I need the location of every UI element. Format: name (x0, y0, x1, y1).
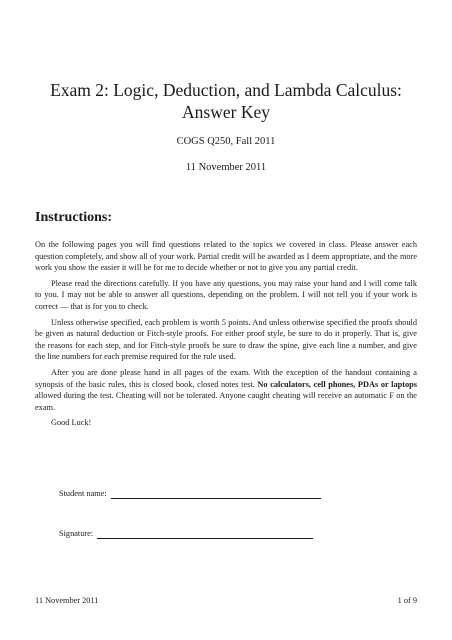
student-name-line[interactable] (111, 489, 321, 499)
instructions-paragraph-2: Please read the directions carefully. If you have any questions, you may raise your hand and I will come talk to you. I may not be able to answer all questions, depending on the problem. I will not tell you if your work is correct — that is for you to check. (35, 278, 417, 311)
good-luck-text: Good Luck! (51, 418, 92, 428)
instructions-paragraph-4 (35, 367, 417, 413)
student-name-row (59, 488, 321, 499)
exam-date: 11 November 2011 (185, 162, 267, 173)
student-name-label: Student name: (59, 489, 107, 498)
instructions-paragraph-3: Unless otherwise specified, each problem is worth 5 points. And unless otherwise specified the proofs should be given as natural deduction or Fitch-style proofs. For either proof style, be sure to do it properly. That is, give the reasons for each step, and for Fitch-style proofs be sure to draw the spine, give each line a number, and give the line numbers for each premise required for the rule used. (35, 317, 417, 362)
instructions-paragraph-1: On the following pages you will find questions related to the topics we covered in class. Please answer each question completely, and show all of your work. Partial credit will be awarded as I deem appropriate, and the more work you show the easier it will be for me to decide whether or not to give you any partial credit. (35, 240, 417, 273)
paragraph-4-bold-text: No calculators, cell phones, PDAs or laptops (257, 379, 418, 389)
title-line-2: Answer Key (182, 102, 270, 122)
course-line: COGS Q250, Fall 2011 (176, 136, 276, 147)
signature-line[interactable] (97, 529, 313, 539)
signature-row (59, 528, 313, 539)
title-line-1: Exam 2: Logic, Deduction, and Lambda Calculus: (50, 80, 402, 100)
instructions-heading: Instructions: (35, 210, 113, 225)
document-title (0, 79, 452, 123)
paragraph-4-text-start: After you are done please hand in all pages of the exam. With the exception of the handout containing a synopsis of the basic rules, this is closed book, closed notes test. (35, 367, 417, 389)
footer-date: 11 November 2011 (35, 596, 99, 605)
paragraph-4-text-end: allowed during the test. Cheating will not be tolerated. Anyone caught cheating will receive an automatic F on the exam. (35, 391, 417, 412)
signature-label: Signature: (59, 529, 94, 538)
instructions-body (35, 239, 417, 433)
page-number: 1 of 9 (397, 596, 417, 605)
